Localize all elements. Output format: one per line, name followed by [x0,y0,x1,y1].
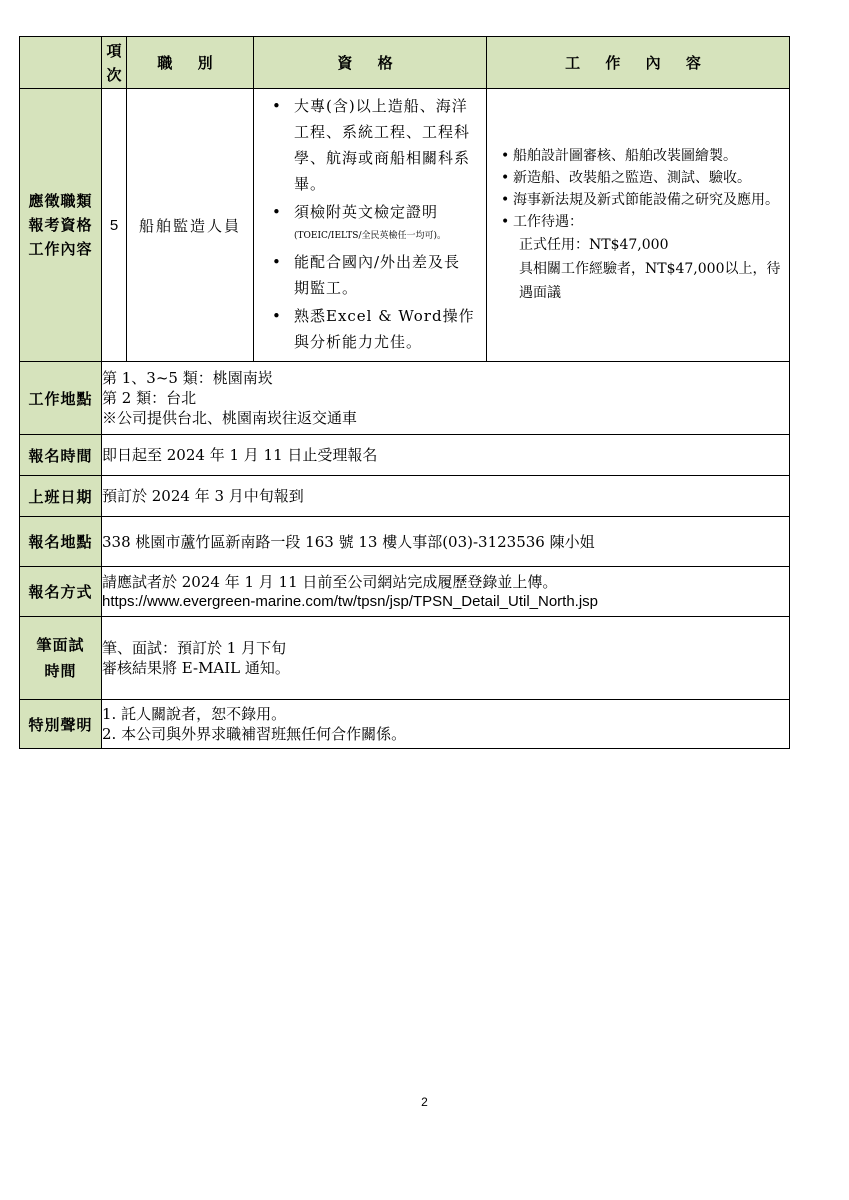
bullet-icon: • [501,170,510,186]
info-line: 請應試者於 2024 年 1 月 11 日前至公司網站完成履歷登錄並上傳。 [102,572,558,591]
duty-item [501,145,781,167]
info-row-special-notice [20,700,790,749]
qualification-text: 熟悉Excel & Word操作與分析能力尤佳。 [294,307,475,351]
info-value [102,362,790,435]
application-url-link[interactable]: https://www.evergreen-marine.com/tw/tpsn/jsp/TPSN_Detail_Util_North.jsp [102,592,599,610]
info-value [102,476,790,517]
info-line: 2. 本公司與外界求職補習班無任何合作關係。 [102,725,407,743]
header-qualification: 資 格 [254,37,487,89]
info-row-exam-time [20,617,790,700]
duty-text: 船舶設計圖審核、船舶改裝圖繪製。 [513,148,737,164]
info-value [102,517,790,567]
section-label-line: 報考資格 [28,216,93,234]
duty-text: 海事新法規及新式節能設備之研究及應用。 [513,192,779,208]
duty-item [501,167,781,189]
qualification-list [254,89,486,361]
info-label: 特別聲明 [20,700,102,749]
duty-item [501,189,781,211]
info-row-location [20,362,790,435]
info-label-line: 時間 [44,662,77,680]
bullet-icon: • [272,203,282,221]
info-line: 第 2 類：台北 [102,389,197,407]
qualification-item [272,249,476,301]
qualification-item [272,93,476,197]
section-label-line: 工作內容 [28,240,93,258]
bullet-icon: • [272,253,282,271]
info-line: 審核結果將 E-MAIL 通知。 [102,659,290,677]
info-row-registration-method [20,567,790,617]
bullet-icon: • [272,307,282,325]
info-value [102,567,790,617]
info-row-registration-address [20,517,790,567]
info-line: 338 桃園市蘆竹區新南路一段 163 號 13 樓人事部(03)-3123536 陳小姐 [102,532,595,551]
page-number: 2 [421,1095,428,1109]
info-line: ※公司提供台北、桃園南崁往返交通車 [102,409,358,427]
info-line: 1. 託人關說者，恕不錄用。 [102,705,287,723]
info-row-start-date [20,476,790,517]
header-duties: 工 作 內 容 [487,37,790,89]
info-value [102,700,790,749]
info-label-line: 筆面試 [36,636,85,654]
duty-item [501,211,781,305]
info-line: 即日起至 2024 年 1 月 11 日止受理報名 [102,446,378,464]
salary-line: 具相關工作經驗者，NT$47,000以上，待遇面議 [519,261,781,301]
job-row [20,89,790,362]
info-value [102,435,790,476]
duty-text: 工作待遇： [513,214,583,230]
qualification-text: 大專(含)以上造船、海洋工程、系統工程、工程科學、航海或商船相關科系畢。 [294,97,471,193]
info-row-registration-period [20,435,790,476]
qualification-text: 須檢附英文檢定證明 [294,203,439,221]
info-value [102,617,790,700]
bullet-icon: • [501,192,510,208]
duties-list [487,145,789,305]
info-label: 工作地點 [20,362,102,435]
qualification-cell [254,89,487,362]
header-row [20,37,790,89]
section-label [20,89,102,362]
info-label: 報名方式 [20,567,102,617]
salary-line: 正式任用：NT$47,000 [519,237,669,253]
duty-text: 新造船、改裝船之監造、測試、驗收。 [513,170,751,186]
info-label [20,617,102,700]
info-label: 報名地點 [20,517,102,567]
qualification-item [272,303,476,355]
position-title: 船舶監造人員 [127,89,254,362]
info-label: 上班日期 [20,476,102,517]
bullet-icon: • [501,148,510,164]
info-label: 報名時間 [20,435,102,476]
qualification-text: 能配合國內/外出差及長期監工。 [294,253,461,297]
header-item-no-text: 項次 [106,41,122,84]
bullet-icon: • [501,214,510,230]
item-number: 5 [102,89,127,362]
header-position: 職 別 [127,37,254,89]
info-line: 預訂於 2024 年 3 月中旬報到 [102,487,304,505]
qualification-note: (TOEIC/IELTS/全民英檢任一均可)。 [294,231,447,241]
info-line: 筆、面試：預訂於 1 月下旬 [102,639,287,657]
qualification-item [272,199,476,247]
duties-cell [487,89,790,362]
info-line: 第 1、3~5 類：桃園南崁 [102,369,273,387]
header-empty-cell [20,37,102,89]
job-posting-table [19,36,790,749]
section-label-line: 應徵職類 [28,192,93,210]
header-item-no [102,37,127,89]
bullet-icon: • [272,97,282,115]
